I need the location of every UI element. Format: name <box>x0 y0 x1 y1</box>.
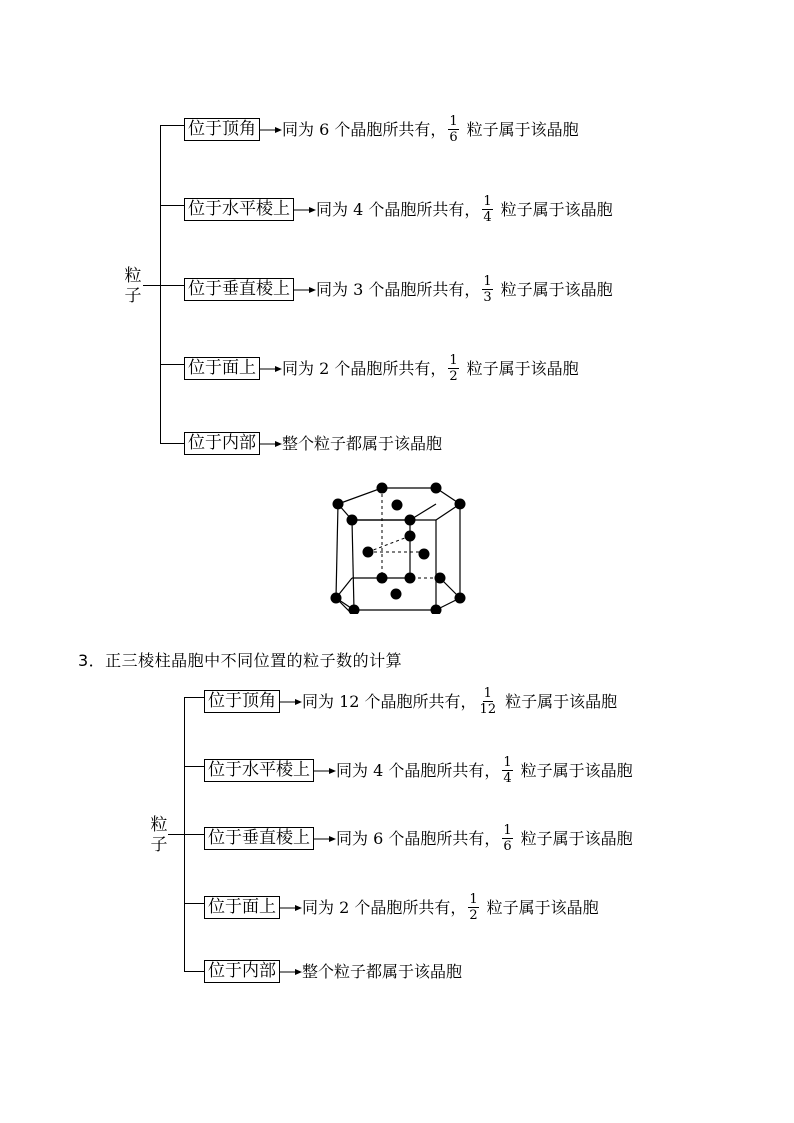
arrow-right-icon <box>314 760 336 781</box>
arrow-right-icon <box>280 691 302 712</box>
position-box: 位于垂直棱上 <box>204 827 314 850</box>
position-box: 位于面上 <box>204 896 280 919</box>
root-connector <box>143 285 161 286</box>
hexagonal-prism-unit-cell-icon <box>324 474 474 614</box>
branch-row <box>184 114 579 145</box>
root-label: 粒 子 <box>124 266 142 306</box>
branch-row <box>184 194 613 225</box>
root-connector <box>168 834 185 835</box>
position-box: 位于顶角 <box>184 118 260 141</box>
branch-description: 同为 2 个晶胞所共有， <box>302 898 467 917</box>
position-box: 位于顶角 <box>204 690 280 713</box>
branch-row <box>204 823 633 854</box>
position-box: 位于垂直棱上 <box>184 278 294 301</box>
arrow-right-icon <box>260 433 282 454</box>
branch-tail: 粒子属于该晶胞 <box>466 120 579 139</box>
branch-row <box>184 274 613 305</box>
position-box: 位于面上 <box>184 357 260 380</box>
fraction: $\frac{1}{6}$ <box>449 114 458 145</box>
branch-connector <box>184 903 204 904</box>
fraction: $\frac{1}{3}$ <box>483 274 492 305</box>
branch-description: 同为 6 个晶胞所共有， <box>282 120 447 139</box>
branch-connector <box>160 125 184 126</box>
arrow-right-icon <box>260 358 282 379</box>
fraction: $\frac{1}{4}$ <box>483 194 492 225</box>
branch-tail: 粒子属于该晶胞 <box>520 761 633 780</box>
branch-tail: 粒子属于该晶胞 <box>486 898 599 917</box>
section-heading: 3．正三棱柱晶胞中不同位置的粒子数的计算 <box>78 651 403 670</box>
branch-description: 同为 12 个晶胞所共有， <box>302 692 477 711</box>
position-box: 位于内部 <box>184 432 260 455</box>
position-box: 位于水平棱上 <box>204 759 314 782</box>
fraction: $\frac{1}{4}$ <box>503 755 512 786</box>
branch-connector <box>184 766 204 767</box>
branch-description: 同为 3 个晶胞所共有， <box>316 280 481 299</box>
fraction: $\frac{1}{2}$ <box>449 353 458 384</box>
branch-connector <box>184 697 204 698</box>
root-label: 粒 子 <box>150 815 168 855</box>
branch-tail: 粒子属于该晶胞 <box>500 280 613 299</box>
branch-row <box>204 686 617 717</box>
position-box: 位于水平棱上 <box>184 198 294 221</box>
branch-tail: 粒子属于该晶胞 <box>466 359 579 378</box>
branch-description: 同为 2 个晶胞所共有， <box>282 359 447 378</box>
branch-row <box>184 353 579 384</box>
arrow-right-icon <box>294 279 316 300</box>
branch-description: 整个粒子都属于该晶胞 <box>302 962 463 981</box>
branch-description: 整个粒子都属于该晶胞 <box>282 434 443 453</box>
branch-row <box>204 755 633 786</box>
branch-connector <box>160 205 184 206</box>
branch-connector <box>184 834 204 835</box>
arrow-right-icon <box>280 897 302 918</box>
position-box: 位于内部 <box>204 960 280 983</box>
branch-description: 同为 6 个晶胞所共有， <box>336 829 501 848</box>
branch-tail: 粒子属于该晶胞 <box>500 200 613 219</box>
branch-description: 同为 4 个晶胞所共有， <box>336 761 501 780</box>
fraction: $\frac{1}{2}$ <box>469 892 478 923</box>
branch-connector <box>160 443 184 444</box>
branch-row <box>204 892 599 923</box>
branch-connector <box>160 285 184 286</box>
branch-description: 同为 4 个晶胞所共有， <box>316 200 481 219</box>
branch-connector <box>160 364 184 365</box>
fraction: $\frac{1}{12}$ <box>479 686 497 717</box>
branch-tail: 粒子属于该晶胞 <box>505 692 618 711</box>
arrow-right-icon <box>314 828 336 849</box>
fraction: $\frac{1}{6}$ <box>503 823 512 854</box>
tree-trunk <box>160 125 161 443</box>
arrow-right-icon <box>280 961 302 982</box>
arrow-right-icon <box>260 119 282 140</box>
branch-tail: 粒子属于该晶胞 <box>520 829 633 848</box>
branch-row <box>204 960 462 983</box>
branch-connector <box>184 971 204 972</box>
branch-row <box>184 432 442 455</box>
arrow-right-icon <box>294 199 316 220</box>
